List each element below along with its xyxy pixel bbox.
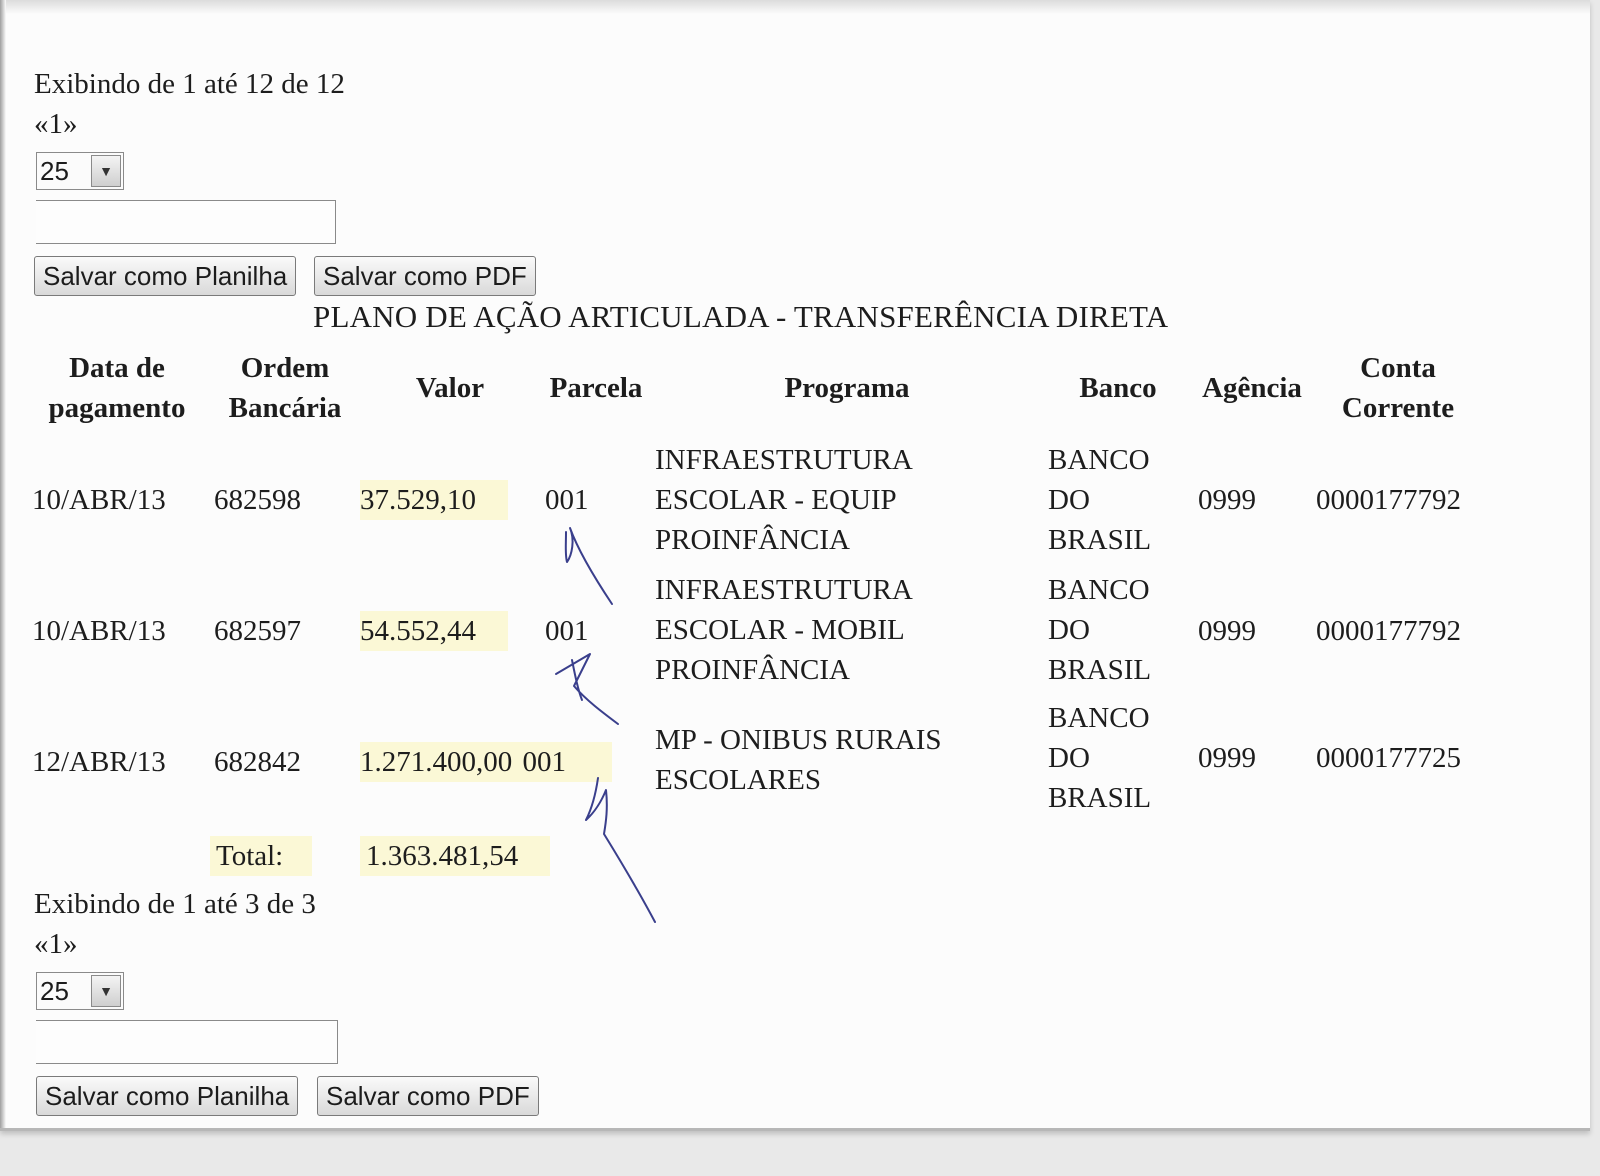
- row3-banco-line2: DO: [1048, 742, 1090, 774]
- row1-programa: [655, 440, 913, 560]
- row3-valor-parcela: [360, 742, 612, 782]
- row2-banco: [1048, 570, 1151, 690]
- row2-programa-line2: ESCOLAR - MOBIL: [655, 614, 905, 646]
- row2-agencia: 0999: [1198, 615, 1256, 647]
- header-agencia: Agência: [1202, 372, 1302, 404]
- row1-banco-line3: BRASIL: [1048, 524, 1152, 556]
- row2-programa-line3: PROINFÂNCIA: [655, 654, 850, 686]
- row1-conta: 0000177792: [1316, 484, 1461, 516]
- row1-banco-line1: BANCO: [1048, 444, 1150, 476]
- top-save-spreadsheet-button[interactable]: Salvar como Planilha: [34, 256, 296, 296]
- row1-data: 10/ABR/13: [32, 484, 166, 516]
- header-conta-line2: Corrente: [1341, 392, 1455, 424]
- row1-ordem: 682598: [214, 484, 301, 516]
- chevron-down-icon[interactable]: ▼: [91, 155, 121, 187]
- row3-data: 12/ABR/13: [32, 746, 166, 778]
- header-data-pagamento: [42, 348, 192, 428]
- header-ordem-line1: Ordem: [240, 352, 330, 384]
- header-ordem-line2: Bancária: [228, 392, 342, 424]
- bottom-pager[interactable]: «1»: [34, 928, 78, 960]
- row1-agencia: 0999: [1198, 484, 1256, 516]
- row3-parcela: 001: [522, 746, 566, 778]
- row3-banco-line1: BANCO: [1048, 702, 1150, 734]
- row2-conta: 0000177792: [1316, 615, 1461, 647]
- header-data-line1: Data de: [69, 352, 165, 384]
- chevron-down-icon[interactable]: ▼: [91, 975, 121, 1007]
- top-page-size-value: 25: [40, 156, 69, 186]
- row3-agencia: 0999: [1198, 742, 1256, 774]
- row3-programa: [655, 720, 942, 800]
- row3-banco-line3: BRASIL: [1048, 782, 1152, 814]
- row1-banco-line2: DO: [1048, 484, 1090, 516]
- top-page-size-select[interactable]: [36, 152, 124, 190]
- check-mark-row3: [586, 778, 655, 922]
- header-conta-corrente: [1330, 348, 1466, 428]
- row1-programa-line3: PROINFÂNCIA: [655, 524, 850, 556]
- row3-ordem: 682842: [214, 746, 301, 778]
- bottom-save-pdf-button[interactable]: Salvar como PDF: [317, 1076, 539, 1116]
- report-title: PLANO DE AÇÃO ARTICULADA - TRANSFERÊNCIA DIRETA: [313, 299, 1169, 334]
- header-conta-line1: Conta: [1360, 352, 1436, 384]
- row1-programa-line2: ESCOLAR - EQUIP: [655, 484, 897, 516]
- row2-parcela: 001: [545, 615, 589, 647]
- row2-programa-line1: INFRAESTRUTURA: [655, 574, 913, 606]
- row2-banco-line1: BANCO: [1048, 574, 1150, 606]
- check-mark-row1: [566, 528, 612, 604]
- total-label: Total:: [210, 836, 312, 876]
- row2-ordem: 682597: [214, 615, 301, 647]
- row2-banco-line2: DO: [1048, 614, 1090, 646]
- bottom-record-summary: Exibindo de 1 até 3 de 3: [34, 888, 316, 920]
- row3-programa-line2: ESCOLARES: [655, 764, 821, 796]
- top-filter-input[interactable]: [36, 200, 336, 244]
- row2-data: 10/ABR/13: [32, 615, 166, 647]
- row1-programa-line1: INFRAESTRUTURA: [655, 444, 913, 476]
- row1-parcela: 001: [545, 484, 589, 516]
- header-data-line2: pagamento: [48, 392, 186, 424]
- bottom-page-size-value: 25: [40, 976, 69, 1006]
- bottom-filter-input[interactable]: [36, 1020, 338, 1064]
- scan-shadow: [0, 0, 1590, 14]
- top-save-pdf-button[interactable]: Salvar como PDF: [314, 256, 536, 296]
- row3-conta: 0000177725: [1316, 742, 1461, 774]
- bottom-save-spreadsheet-button[interactable]: Salvar como Planilha: [36, 1076, 298, 1116]
- header-valor: Valor: [415, 372, 485, 404]
- top-pager[interactable]: «1»: [34, 108, 78, 140]
- header-ordem-bancaria: [212, 348, 358, 428]
- row2-valor: 54.552,44: [360, 611, 508, 651]
- bottom-page-size-select[interactable]: [36, 972, 124, 1010]
- header-parcela: Parcela: [549, 372, 643, 404]
- check-mark-row2: [556, 654, 618, 724]
- row3-banco: [1048, 698, 1151, 818]
- top-record-summary: Exibindo de 1 até 12 de 12: [34, 68, 345, 100]
- scan-edge: [0, 0, 6, 1128]
- total-value: 1.363.481,54: [360, 836, 550, 876]
- row1-banco: [1048, 440, 1151, 560]
- header-banco: Banco: [1079, 372, 1157, 404]
- header-programa: Programa: [784, 372, 910, 404]
- row1-valor: 37.529,10: [360, 480, 508, 520]
- row2-programa: [655, 570, 913, 690]
- row3-valor: 1.271.400,00: [360, 746, 513, 778]
- row2-banco-line3: BRASIL: [1048, 654, 1152, 686]
- row3-programa-line1: MP - ONIBUS RURAIS: [655, 724, 942, 756]
